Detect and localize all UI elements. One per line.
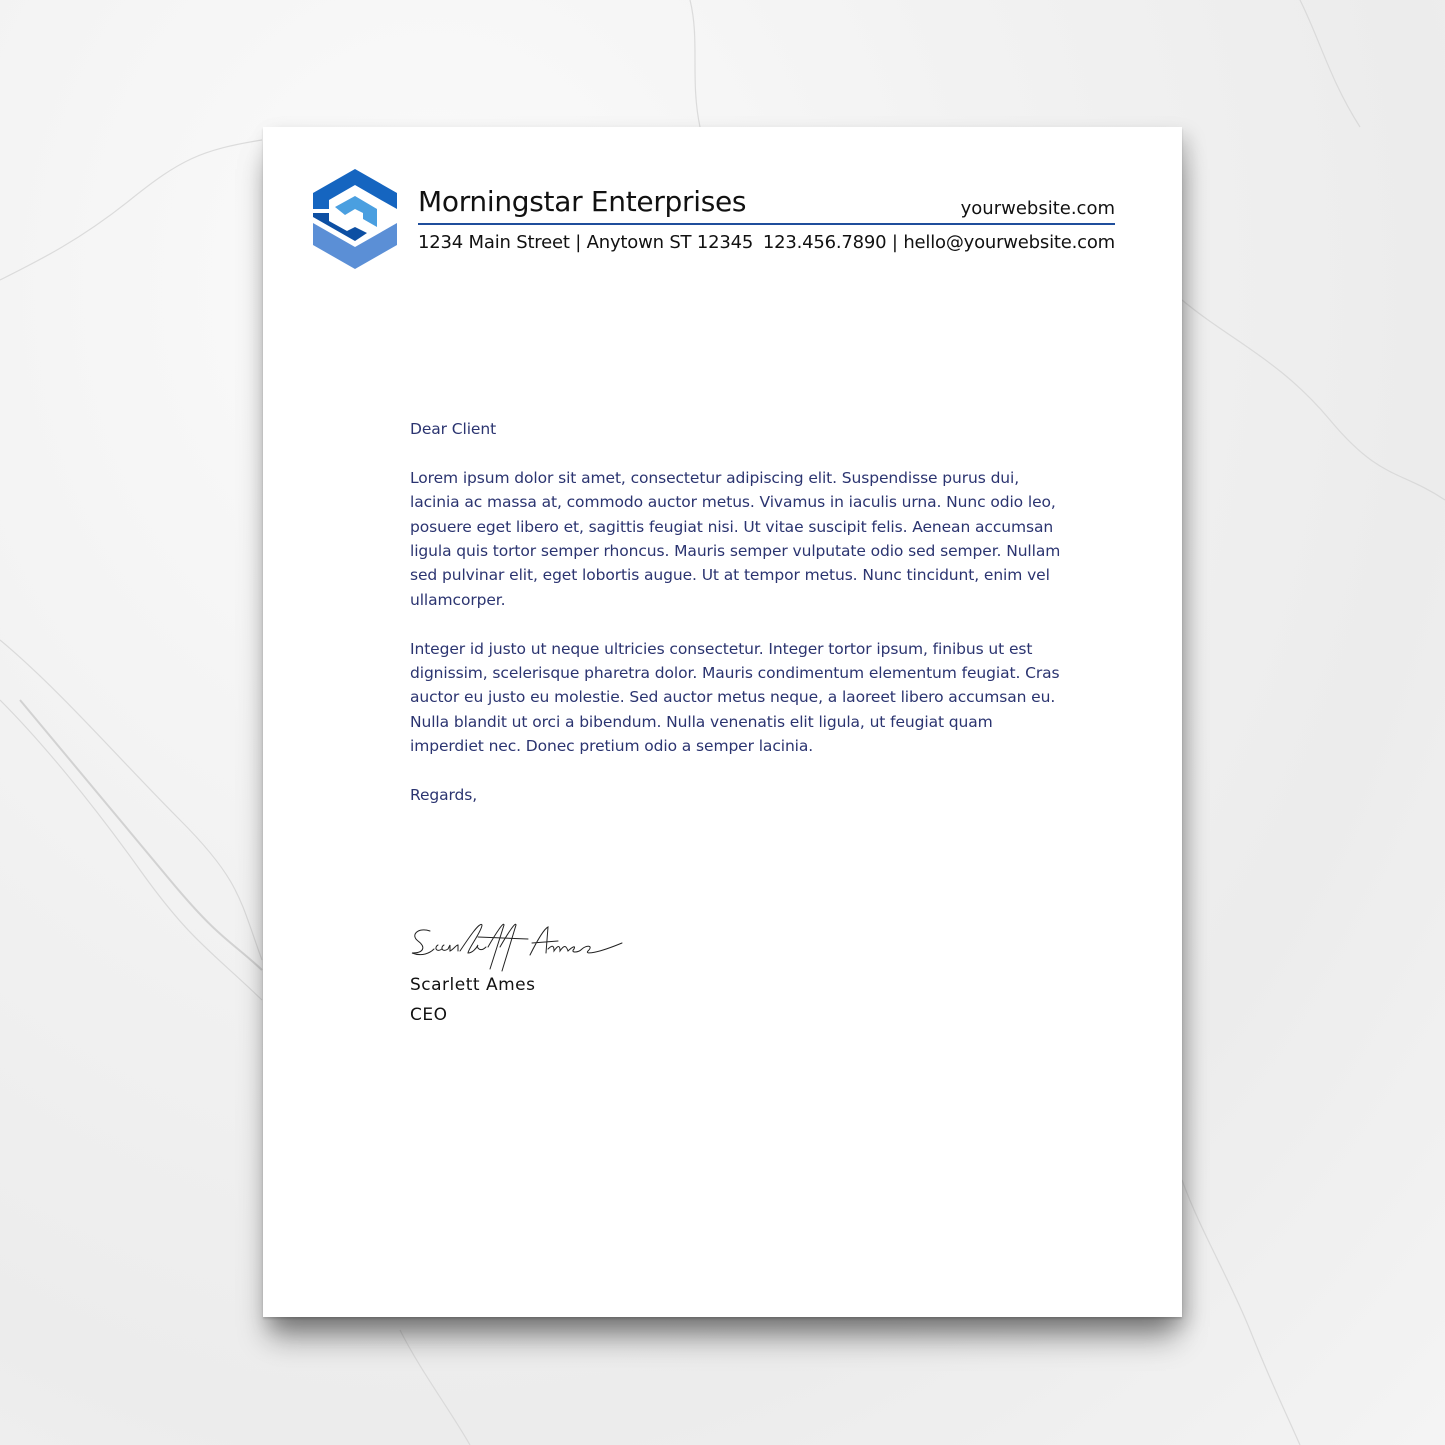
signer-title: CEO [410,1005,448,1025]
signer-name: Scarlett Ames [410,975,536,995]
paragraph-1: Lorem ipsum dolor sit amet, consectetur adipiscing elit. Suspendisse purus dui, lacinia ac massa at, commodo auctor metus. Vivamus in iaculis urna. Nunc odio leo, posuere eget libero et, sagittis feugiat nisi. Ut vitae suscipit felis. Aenean accumsan ligula quis tortor semper rhoncus. Mauris semper vulputate odio sed semper. Nullam sed pulvinar elit, eget lobortis augue. Ut at tempor metus. Nunc tincidunt, enim vel ullamcorper. [410,468,1061,609]
header-divider [418,223,1115,225]
closing: Regards, [410,786,478,805]
hexagon-s-logo-icon [311,169,399,269]
company-address: 1234 Main Street | Anytown ST 12345 [418,232,754,253]
salutation: Dear Client [410,420,497,438]
company-contact: 123.456.7890 | hello@yourwebsite.com [762,232,1115,253]
paragraph-2: Integer id justo ut neque ultricies consectetur. Integer tortor ipsum, finibus ut est dignissim, scelerisque pharetra dolor. Mauris condimentum elementum feugiat. Cras auctor eu justo eu molestie. Sed auctor metus neque, a laoreet libero accumsan eu. Nulla blandit ut orci a bibendum. Nulla venenatis elit ligula, ut feugiat quam imperdiet nec. Donec pretium odio a semper lacinia. [410,639,1060,756]
letter-body [410,417,1070,832]
website-link[interactable]: yourwebsite.com [960,198,1115,219]
handwritten-signature [408,919,628,979]
letterhead-page [263,127,1182,1317]
company-name: Morningstar Enterprises [418,185,747,218]
